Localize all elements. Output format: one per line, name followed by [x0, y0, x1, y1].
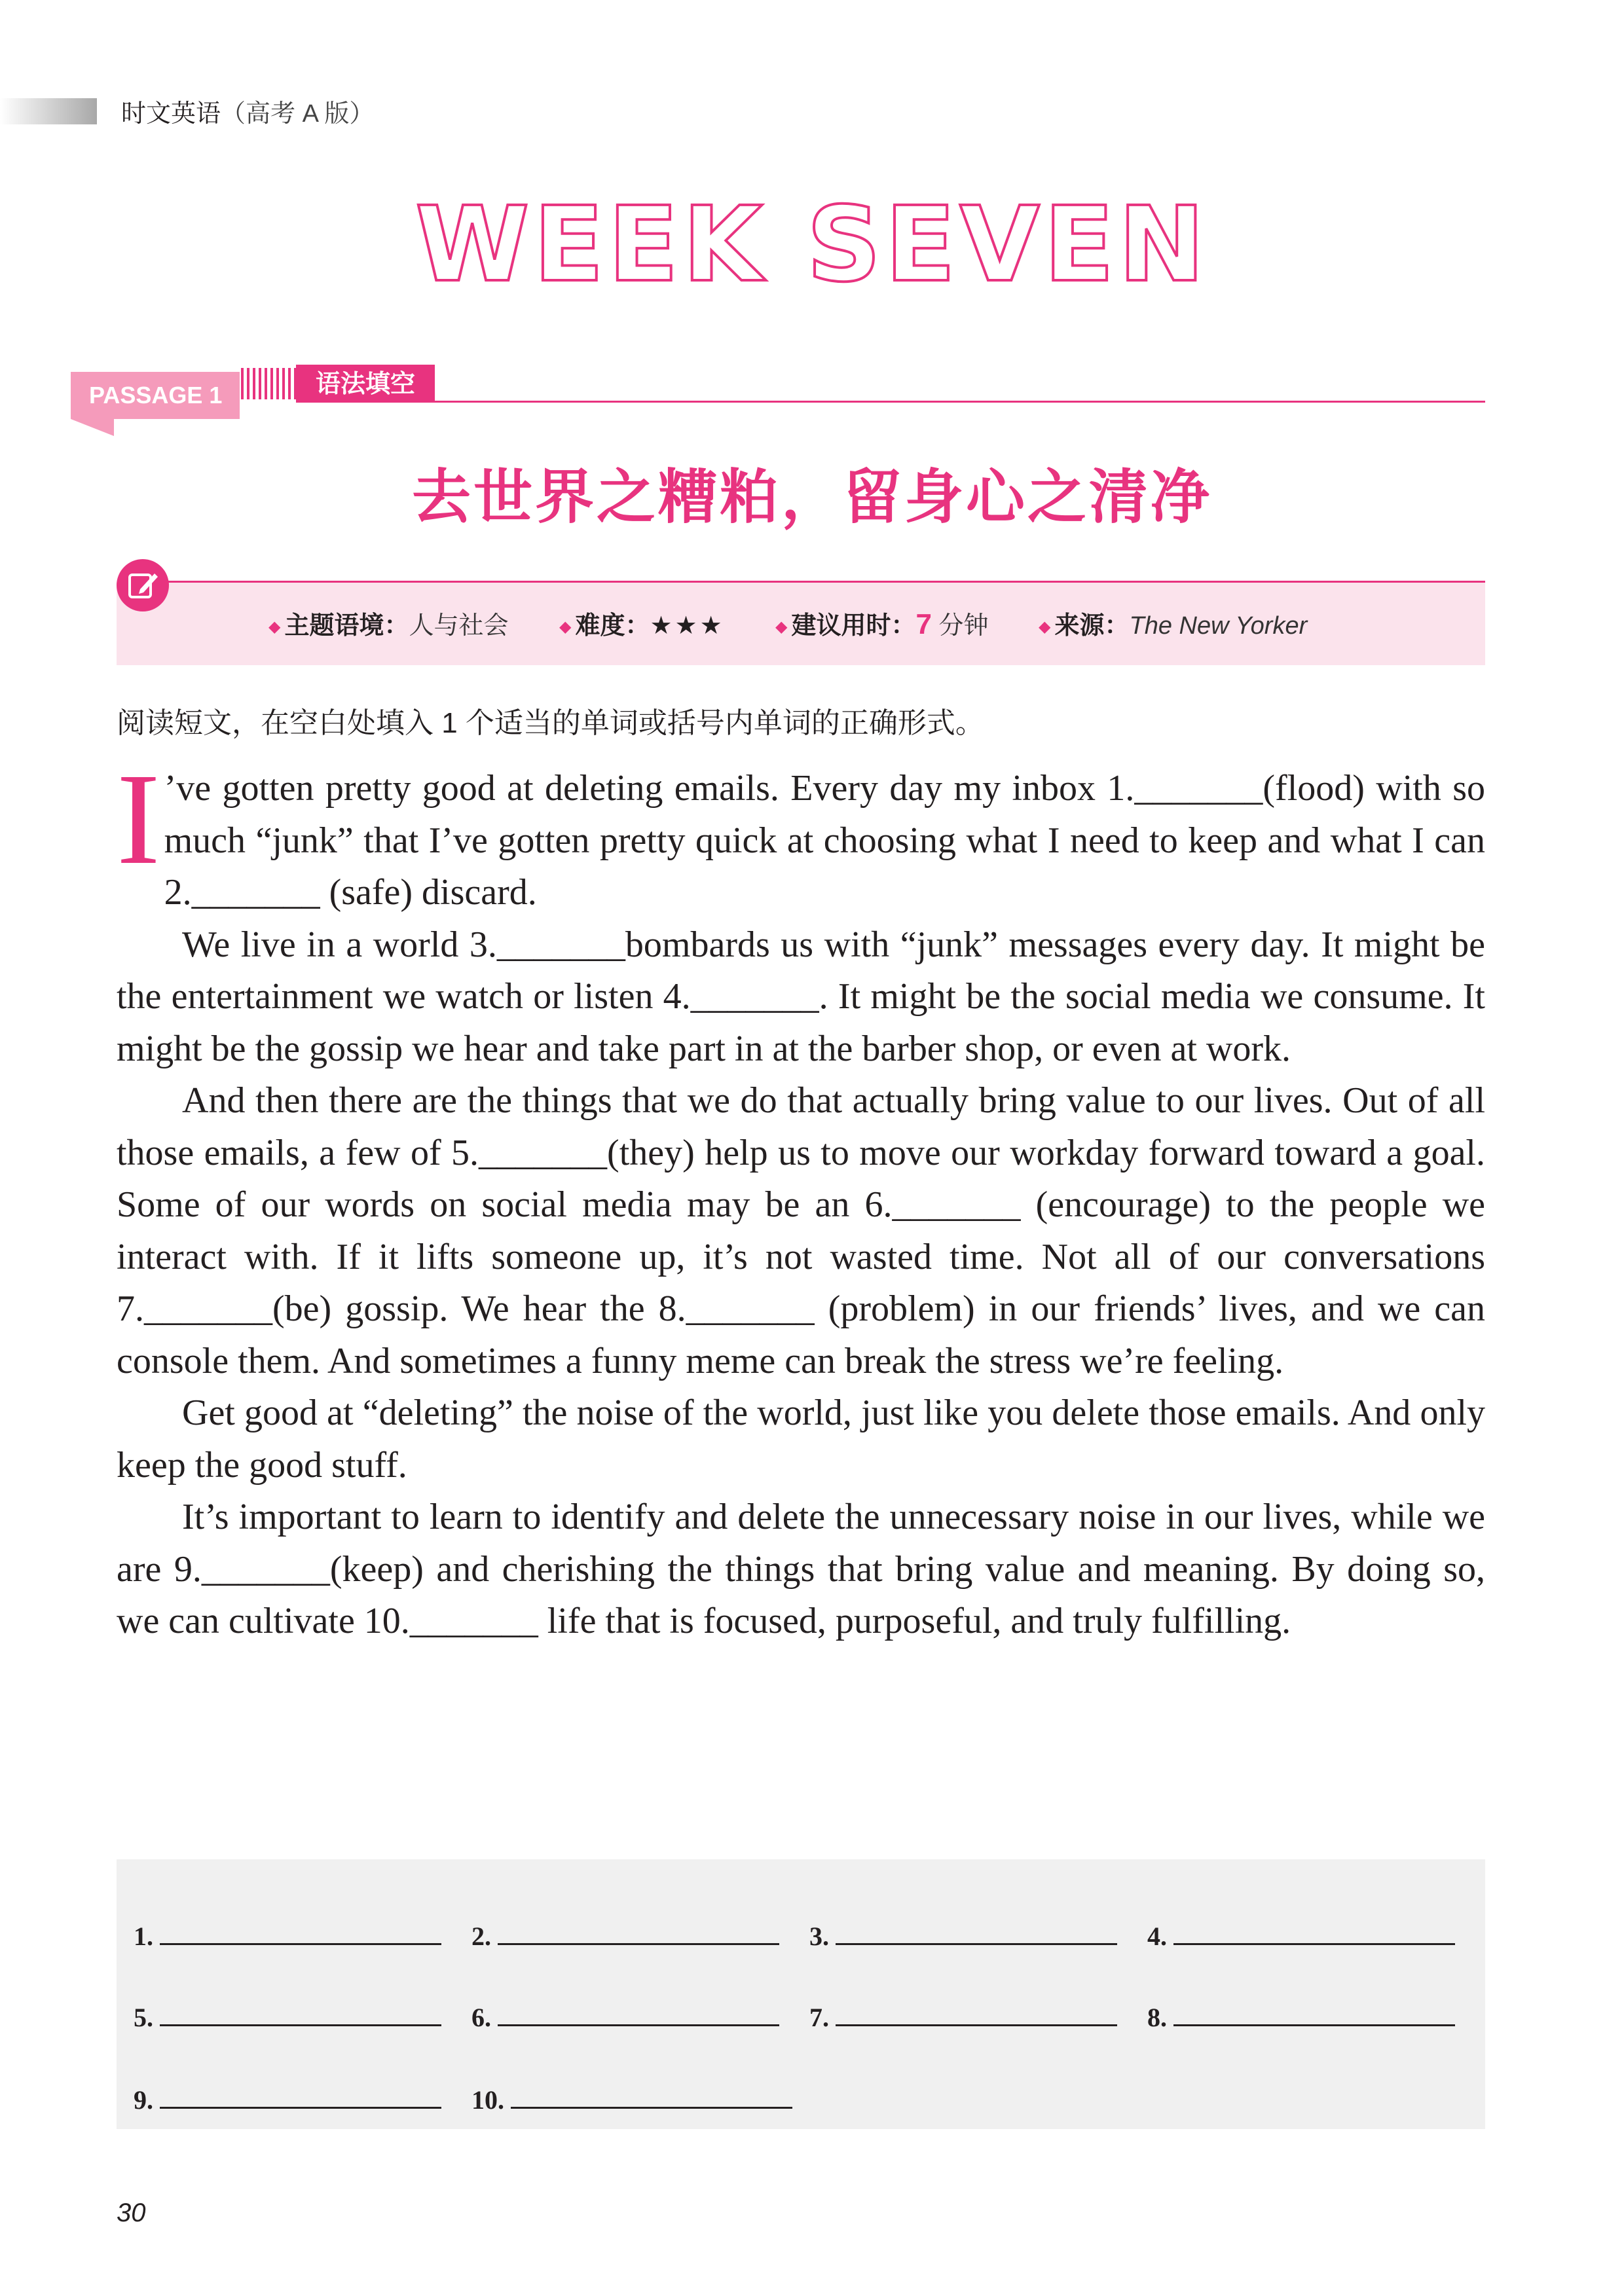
answer-8[interactable]: 8.	[1147, 2002, 1455, 2033]
paragraph-5: It’s important to learn to identify and delete the unnecessary noise in our lives, while we are 9._______(keep) and cherishing the things that bring value and meaning. By doing so, we can cultivate 10._______ life that is focused, purposeful, and truly fulfilling.	[117, 1497, 1485, 1641]
header-gradient-bar	[0, 98, 97, 124]
info-difficulty: ◆ 难度：★★★	[559, 612, 725, 640]
answer-blank[interactable]	[160, 1922, 441, 1945]
running-header	[121, 93, 374, 129]
paragraph-2: We live in a world 3._______bombards us with “junk” messages every day. It might be the entertainment we watch or listen 4._______. It might be the social media we consume. It might be the gossip we hear and take part in at the barber shop, or even at work.	[117, 924, 1485, 1069]
answer-blank[interactable]	[160, 2085, 441, 2109]
paragraph-3: And then there are the things that we do that actually bring value to our lives. Out of all those emails, a few of 5._______(they) help us to move our workday forward toward a goal. Some of our words on social media may be an 6._______ (encourage) to the people we interact with. If it lifts someone up, it’s not wasted time. Not all of our conversations 7._______(be) gossip. We hear the 8._______ (problem) in our friends’ lives, and we can console them. And sometimes a funny meme can break the stress we’re feeling.	[117, 1080, 1485, 1381]
passage-title: 去世界之糟粕，留身心之清净	[412, 463, 1212, 532]
answer-blank[interactable]	[1173, 2003, 1455, 2026]
info-theme: ◆ 主题语境：人与社会	[268, 612, 509, 640]
info-items	[117, 605, 1485, 644]
book-edition: （高考 A 版）	[221, 100, 375, 128]
answer-9[interactable]: 9.	[134, 2085, 441, 2115]
paragraph-1: I ’ve gotten pretty good at deleting emails. Every day my inbox 1._______(flood) with so much “junk” that I’ve gotten pretty quick at choosing what I need to keep and what I can 2._______ (safe) discard.	[117, 747, 1485, 913]
passage-tag: PASSAGE 1	[71, 372, 240, 419]
drop-cap: I	[117, 747, 160, 892]
answer-blank[interactable]	[498, 2003, 779, 2026]
diamond-icon: ◆	[559, 618, 572, 636]
answer-1[interactable]: 1.	[134, 1921, 441, 1952]
answer-box	[117, 1859, 1485, 2129]
instruction: 阅读短文，在空白处填入 1 个适当的单词或括号内单词的正确形式。	[117, 707, 984, 739]
info-divider	[151, 581, 1485, 583]
answer-3[interactable]: 3.	[809, 1921, 1117, 1952]
answer-blank[interactable]	[160, 2003, 441, 2026]
paragraph-4: Get good at “deleting” the noise of the world, just like you delete those emails. And only keep the good stuff.	[117, 1393, 1485, 1485]
answer-7[interactable]: 7.	[809, 2002, 1117, 2033]
info-source: ◆ 来源：The New Yorker	[1039, 612, 1308, 640]
diamond-icon: ◆	[1039, 618, 1051, 636]
answer-blank[interactable]	[511, 2085, 792, 2109]
tag-stripes	[241, 368, 296, 399]
diamond-icon: ◆	[775, 618, 788, 636]
week-title: WEEK SEVEN	[415, 185, 1209, 305]
diamond-icon: ◆	[268, 618, 281, 636]
passage-body	[117, 747, 1485, 1648]
book-title: 时文英语	[121, 100, 221, 128]
answer-5[interactable]: 5.	[134, 2002, 441, 2033]
answer-10[interactable]: 10.	[471, 2085, 792, 2115]
answer-2[interactable]: 2.	[471, 1921, 779, 1952]
difficulty-stars: ★★★	[650, 612, 725, 640]
passage-tag-fold	[71, 419, 114, 436]
answer-blank[interactable]	[836, 1922, 1117, 1945]
page-number: 30	[117, 2198, 146, 2227]
passage-category: 语法填空	[296, 365, 435, 403]
answer-blank[interactable]	[498, 1922, 779, 1945]
answer-blank[interactable]	[836, 2003, 1117, 2026]
answer-6[interactable]: 6.	[471, 2002, 779, 2033]
info-time: ◆ 建议用时：7 分钟	[775, 608, 989, 640]
pencil-note-icon	[117, 559, 169, 611]
answer-4[interactable]: 4.	[1147, 1921, 1455, 1952]
answer-blank[interactable]	[1173, 1922, 1455, 1945]
tag-divider	[435, 401, 1485, 403]
